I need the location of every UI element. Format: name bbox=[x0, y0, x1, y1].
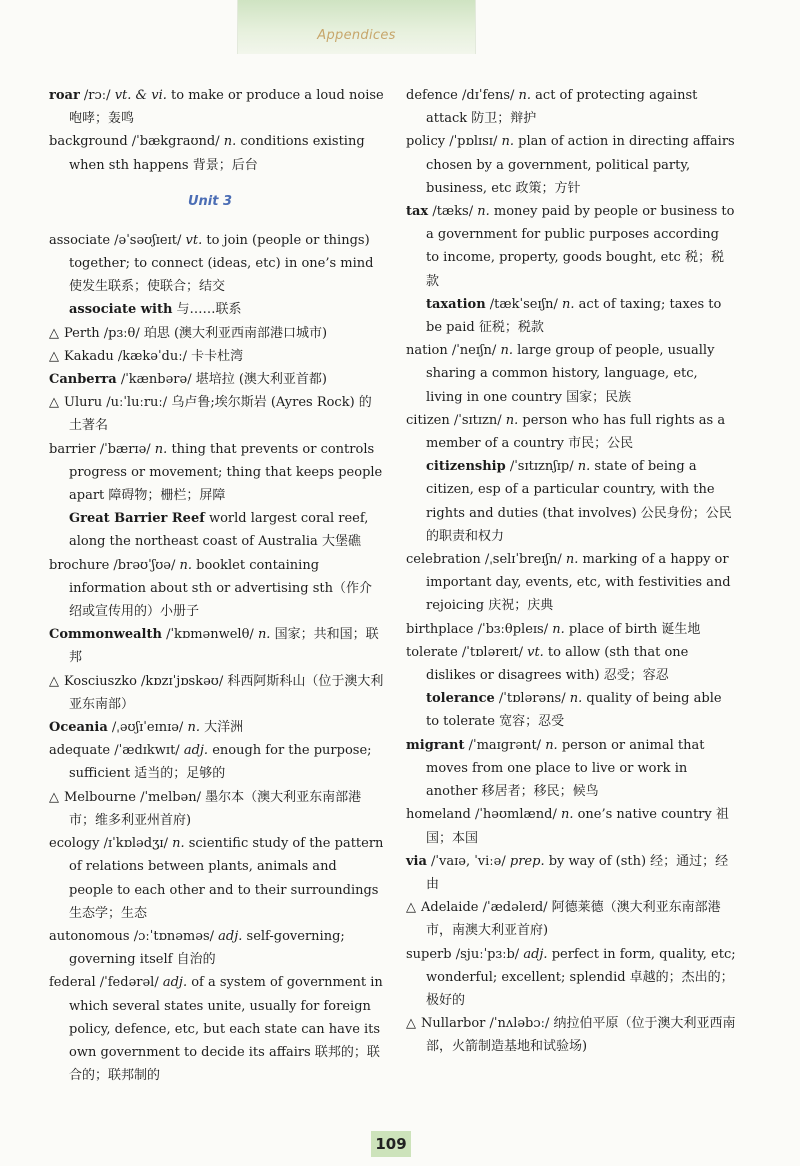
headword: federal bbox=[49, 975, 96, 991]
definition: 珀思 (澳大利亚西南部港口城市) bbox=[143, 325, 328, 341]
part-of-speech: n. bbox=[500, 343, 513, 359]
glossary-entry bbox=[49, 554, 384, 624]
definition: act of protecting against attack 防卫；辩护 bbox=[426, 88, 698, 127]
glossary-entry bbox=[49, 229, 384, 299]
definition: to make or produce a loud noise 咆哮；轰鸣 bbox=[69, 88, 384, 127]
pronunciation: /ˈpɒlɪsɪ/ bbox=[445, 134, 502, 150]
headword: Kakadu bbox=[64, 348, 114, 364]
glossary-entry bbox=[406, 734, 736, 804]
pronunciation: /ˈneɪʃn/ bbox=[447, 343, 501, 359]
unit-heading: Unit 3 bbox=[188, 193, 233, 209]
glossary-entry bbox=[406, 687, 736, 733]
glossary-entry bbox=[406, 293, 736, 339]
definition: act of taxing; taxes to be paid 征税；税款 bbox=[426, 296, 722, 336]
pronunciation: /ˈsɪtɪznʃɪp/ bbox=[505, 459, 578, 475]
headword: tax bbox=[406, 204, 429, 220]
pronunciation: /ˈhəʊmlænd/ bbox=[470, 807, 561, 823]
glossary-entry bbox=[49, 391, 384, 437]
pronunciation: /ˌəʊʃɪˈeɪnɪə/ bbox=[107, 720, 188, 736]
part-of-speech: n. bbox=[154, 441, 168, 457]
glossary-entry bbox=[49, 368, 384, 391]
definition: money paid by people or business to a government for public purposes according to income, property, goods bought, etc 税；税款 bbox=[426, 204, 735, 289]
definition: 与……联系 bbox=[176, 302, 242, 318]
headword: homeland bbox=[406, 807, 471, 823]
glossary-entry bbox=[406, 618, 736, 641]
glossary-entry bbox=[406, 850, 736, 896]
headword: policy bbox=[406, 134, 446, 150]
definition: 阿德莱德（澳大利亚东南部港市，南澳大利亚首府) bbox=[426, 900, 721, 939]
pronunciation: /ˈfedərəl/ bbox=[95, 975, 163, 991]
headword: tolerate bbox=[406, 644, 458, 660]
glossary-entry bbox=[49, 971, 384, 1087]
headword: Commonwealth bbox=[49, 627, 162, 643]
definition: thing that prevents or controls progress or movement; thing that keeps people apart 障碍物；栅栏；屏障 bbox=[69, 441, 383, 504]
definition: 大洋洲 bbox=[199, 720, 244, 736]
definition: booklet containing information about sth or advertising sth（作介绍或宣传用的）小册子 bbox=[69, 557, 373, 620]
pronunciation: /ˈædəleɪd/ bbox=[478, 900, 552, 916]
headword: superb bbox=[406, 946, 452, 962]
definition: plan of action in directing affairs chosen by a government, political party, business, etc 政策；方针 bbox=[426, 134, 735, 196]
headword: Perth bbox=[64, 325, 100, 341]
pronunciation: /brəʊˈʃʊə/ bbox=[109, 557, 180, 573]
triangle-icon: △ bbox=[406, 900, 416, 916]
glossary-entry bbox=[49, 739, 384, 785]
glossary-entry bbox=[49, 623, 384, 669]
part-of-speech: n. bbox=[172, 836, 185, 852]
headword: barrier bbox=[49, 441, 96, 457]
definition: scientific study of the pattern of relations between plants, animals and people to each other and to their surroundings 生态学；生态 bbox=[69, 836, 384, 921]
part-of-speech: n. bbox=[560, 807, 574, 823]
pronunciation: /ˈkænbərə/ bbox=[116, 372, 196, 388]
pronunciation: /ˌselɪˈbreɪʃn/ bbox=[480, 552, 566, 568]
definition: 堪培拉 (澳大利亚首都) bbox=[195, 372, 327, 388]
glossary-entry bbox=[49, 925, 384, 971]
glossary-entry bbox=[49, 507, 384, 553]
definition: to allow (sth that one dislikes or disagrees with) 忍受；容忍 bbox=[426, 644, 689, 684]
glossary-entry bbox=[49, 84, 384, 130]
glossary-entry bbox=[406, 409, 736, 455]
definition: state of being a citizen, esp of a particular country, with the rights and duties (that involves) 公民身份；公民的职责和权力 bbox=[426, 459, 732, 544]
pronunciation: /əˈsəʊʃɪeɪt/ bbox=[110, 232, 186, 248]
glossary-entry bbox=[406, 896, 736, 942]
definition: of a system of government in which several states unite, usually for foreign policy, defence, etc, but each state can have its own government to decide its affairs 联邦的；联合的；联邦制的 bbox=[69, 975, 383, 1084]
headword: tolerance bbox=[426, 691, 495, 707]
headword: taxation bbox=[426, 296, 486, 312]
definition: conditions existing when sth happens 背景；后台 bbox=[69, 134, 365, 173]
definition: to join (people or things) together; to connect (ideas, etc) in one’s mind 使发生联系；使联合；结交 bbox=[69, 232, 374, 295]
definition: 墨尔本（澳大利亚东南部港市；维多利亚州首府) bbox=[69, 789, 362, 828]
glossary-entry bbox=[406, 455, 736, 548]
part-of-speech: vt. & vi. bbox=[114, 88, 167, 103]
triangle-icon: △ bbox=[49, 673, 59, 689]
glossary-entry bbox=[49, 130, 384, 176]
headword: Melbourne bbox=[64, 789, 136, 805]
definition: world largest coral reef, along the northeast coast of Australia 大堡礁 bbox=[69, 511, 369, 550]
part-of-speech: n. bbox=[577, 459, 591, 475]
pronunciation: /kækəˈduː/ bbox=[113, 348, 192, 364]
part-of-speech: n. bbox=[552, 621, 565, 637]
headword: Great Barrier Reef bbox=[69, 511, 205, 527]
headword: migrant bbox=[406, 737, 465, 753]
glossary-entry bbox=[49, 322, 384, 345]
definition: 科西阿斯科山（位于澳大利亚东南部） bbox=[69, 673, 384, 712]
definition: by way of (sth) 经；通过；经由 bbox=[426, 853, 729, 892]
glossary-entry bbox=[49, 786, 384, 832]
headword: Kosciuszko bbox=[64, 673, 137, 689]
part-of-speech: prep. bbox=[509, 853, 545, 869]
pronunciation: /kɒzɪˈjɒskəʊ/ bbox=[136, 673, 228, 689]
part-of-speech: n. bbox=[562, 296, 575, 312]
definition: quality of being able to tolerate 宽容；忍受 bbox=[426, 691, 722, 730]
glossary-column-left bbox=[49, 84, 384, 1087]
part-of-speech: n. bbox=[223, 134, 237, 150]
definition: 纳拉伯平原（位于澳大利亚西南部，火箭制造基地和试验场) bbox=[426, 1016, 736, 1055]
headword: background bbox=[49, 134, 128, 150]
headword: autonomous bbox=[49, 928, 130, 944]
glossary-entry bbox=[406, 548, 736, 618]
headword: nation bbox=[406, 343, 448, 359]
glossary-entry bbox=[406, 803, 736, 849]
pronunciation: /ˈædɪkwɪt/ bbox=[110, 743, 184, 759]
glossary-entry bbox=[49, 670, 384, 716]
part-of-speech: n. bbox=[501, 134, 514, 150]
part-of-speech: adj. bbox=[183, 743, 209, 759]
pronunciation: /dɪˈfens/ bbox=[457, 88, 519, 103]
headword: Oceania bbox=[49, 720, 108, 736]
headword: birthplace bbox=[406, 621, 474, 637]
pronunciation: /ɪˈkɒlədʒɪ/ bbox=[99, 836, 173, 852]
glossary-entry bbox=[406, 200, 736, 293]
definition: self-governing; governing itself 自治的 bbox=[69, 928, 345, 968]
pronunciation: /uːˈluːruː/ bbox=[102, 395, 172, 411]
headword: adequate bbox=[49, 743, 111, 759]
page-number: 109 bbox=[371, 1131, 411, 1157]
definition: place of birth 诞生地 bbox=[564, 621, 701, 637]
glossary-entry bbox=[406, 641, 736, 687]
glossary-entry bbox=[406, 130, 736, 200]
pronunciation: /ˈsɪtɪzn/ bbox=[449, 412, 506, 428]
part-of-speech: n. bbox=[565, 552, 579, 568]
part-of-speech: n. bbox=[179, 557, 192, 573]
part-of-speech: adj. bbox=[523, 946, 548, 962]
pronunciation: /ˈtɒlərəns/ bbox=[494, 691, 570, 707]
headword: ecology bbox=[49, 836, 100, 852]
triangle-icon: △ bbox=[49, 395, 59, 411]
headword: Adelaide bbox=[421, 900, 479, 916]
glossary-entry bbox=[49, 298, 384, 321]
part-of-speech: adj. bbox=[162, 975, 188, 991]
glossary-entry bbox=[406, 84, 736, 130]
headword: associate with bbox=[69, 302, 173, 318]
glossary-entry bbox=[49, 438, 384, 508]
glossary-entry bbox=[49, 345, 384, 368]
triangle-icon: △ bbox=[49, 325, 59, 341]
definition: person who has full rights as a member of a country 市民；公民 bbox=[426, 412, 726, 452]
part-of-speech: vt. bbox=[185, 232, 203, 248]
headword: roar bbox=[49, 88, 80, 103]
part-of-speech: n. bbox=[187, 720, 200, 736]
part-of-speech: n. bbox=[518, 88, 532, 103]
pronunciation: /ˈbɜːθpleɪs/ bbox=[473, 621, 553, 637]
part-of-speech: adj. bbox=[218, 928, 243, 944]
definition: 卡卡杜湾 bbox=[191, 348, 244, 364]
definition: perfect in form, quality, etc; wonderful; excellent; splendid 卓越的；杰出的；极好的 bbox=[426, 946, 736, 1008]
pronunciation: /ˈbækgraʊnd/ bbox=[127, 134, 224, 150]
pronunciation: /ɔːˈtɒnəməs/ bbox=[129, 928, 219, 944]
header-band bbox=[237, 0, 476, 54]
headword: via bbox=[406, 853, 427, 869]
definition: 国家；共和国；联邦 bbox=[69, 627, 379, 666]
definition: person or animal that moves from one place to live or work in another 移居者；移民；候鸟 bbox=[426, 737, 705, 800]
definition: one’s native country 祖国；本国 bbox=[426, 807, 729, 846]
headword: associate bbox=[49, 232, 111, 248]
pronunciation: /pɜːθ/ bbox=[99, 325, 144, 341]
pronunciation: /ˈmelbən/ bbox=[135, 789, 206, 805]
headword: defence bbox=[406, 88, 458, 103]
pronunciation: /ˈkɒmənwelθ/ bbox=[161, 627, 258, 643]
definition: marking of a happy or important day, events, etc, with festivities and rejoicing 庆祝；庆典 bbox=[426, 552, 731, 614]
pronunciation: /ˈvaɪə, ˈviːə/ bbox=[426, 853, 510, 869]
part-of-speech: n. bbox=[545, 737, 558, 753]
pronunciation: /sjuːˈpɜːb/ bbox=[451, 946, 524, 962]
pronunciation: /rɔː/ bbox=[79, 88, 115, 103]
headword: citizen bbox=[406, 412, 450, 428]
glossary-entry bbox=[406, 943, 736, 1013]
pronunciation: /ˈtɒləreɪt/ bbox=[457, 644, 528, 660]
headword: citizenship bbox=[426, 459, 506, 475]
pronunciation: /tækˈseɪʃn/ bbox=[485, 296, 563, 312]
glossary-entry bbox=[406, 1012, 736, 1058]
definition: enough for the purpose; sufficient 适当的；足够的 bbox=[69, 743, 372, 782]
pronunciation: /ˈbærɪə/ bbox=[95, 441, 155, 457]
part-of-speech: n. bbox=[569, 691, 583, 707]
definition: large group of people, usually sharing a common history, language, etc, living in one country 国家；民族 bbox=[426, 343, 715, 405]
glossary-column-right bbox=[406, 84, 736, 1059]
triangle-icon: △ bbox=[406, 1016, 416, 1032]
glossary-entry bbox=[49, 832, 384, 925]
pronunciation: /tæks/ bbox=[428, 204, 478, 220]
headword: Nullarbor bbox=[421, 1016, 486, 1032]
glossary-entry bbox=[406, 339, 736, 409]
headword: Uluru bbox=[64, 395, 103, 411]
part-of-speech: n. bbox=[505, 412, 519, 428]
part-of-speech: vt. bbox=[527, 644, 544, 660]
triangle-icon: △ bbox=[49, 789, 59, 805]
headword: brochure bbox=[49, 557, 110, 573]
section-title: Appendices bbox=[317, 28, 396, 43]
part-of-speech: n. bbox=[477, 204, 490, 220]
headword: Canberra bbox=[49, 372, 117, 388]
glossary-entry bbox=[49, 716, 384, 739]
pronunciation: /ˈnʌləbɔː/ bbox=[485, 1016, 554, 1032]
triangle-icon: △ bbox=[49, 348, 59, 364]
headword: celebration bbox=[406, 552, 481, 568]
definition: 乌卢鲁;埃尔斯岩 (Ayres Rock) 的土著名 bbox=[69, 395, 372, 434]
pronunciation: /ˈmaɪgrənt/ bbox=[464, 737, 546, 753]
part-of-speech: n. bbox=[257, 627, 271, 643]
